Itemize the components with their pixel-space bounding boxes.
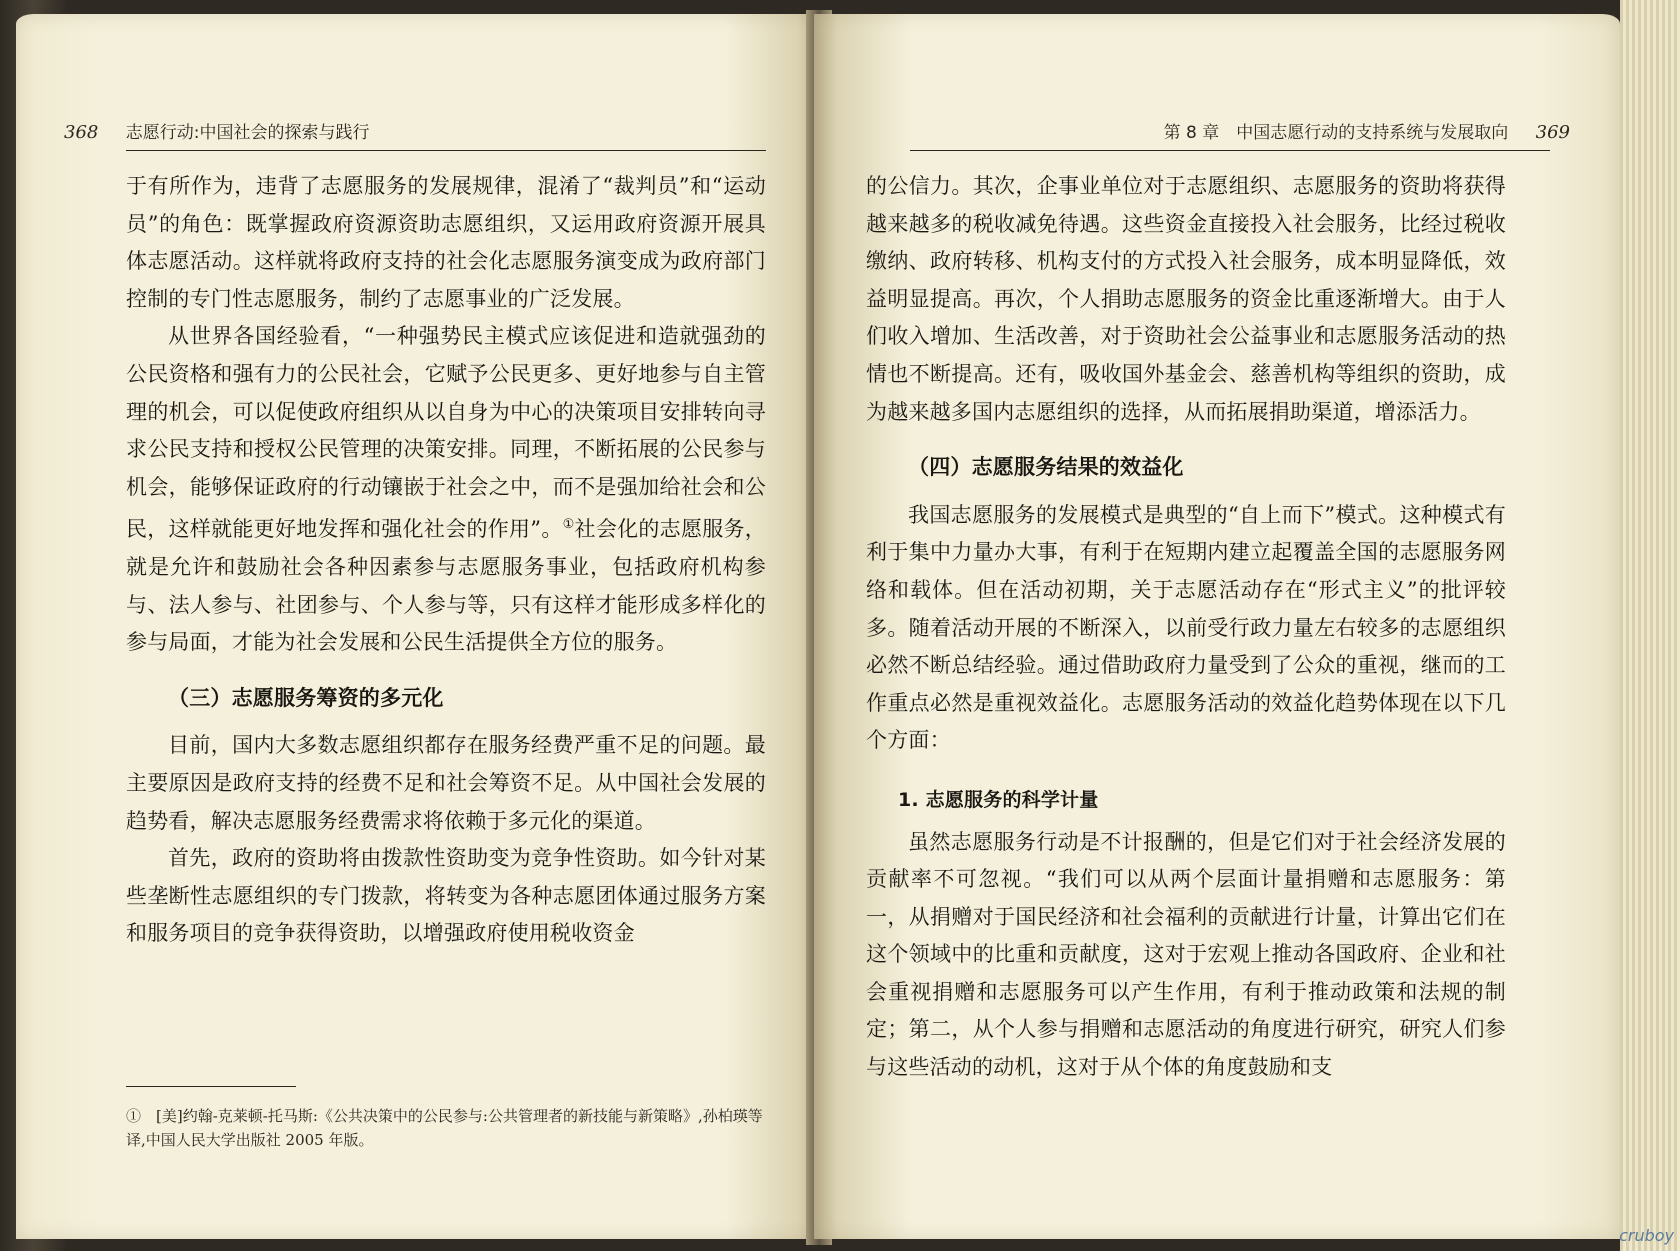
watermark: cruboy [1619,1226,1674,1245]
left-paragraph-2-text: 从世界各国经验看，“一种强势民主模式应该促进和造就强劲的公民资格和强有力的公民社会，它赋予公民更多、更好地参与自主管理的机会，可以促使政府组织从以自身为中心的决策项目安排转向寻求公民支持和授权公民管理的决策安排。同理，不断拓展的公民参与机会，能够保证政府的行动镶嵌于社会之中，而不是强加给社会和公民，这样就能更好地发挥和强化社会的作用”。 [126,324,766,542]
right-page [814,14,1620,1239]
subsection-heading-1: 1. 志愿服务的科学计量 [898,788,1099,811]
right-page-number: 369 [1535,122,1570,143]
footnote-ref-mark: ① [562,517,575,533]
right-header-rule [910,150,1550,151]
left-page-number: 368 [64,122,99,143]
left-paragraph-5: 首先，政府的资助将由拨款性资助变为竞争性资助。如今针对某些垄断性志愿组织的专门拨款，将转变为各种志愿团体通过服务方案和服务项目的竞争获得资助，以增强政府使用税收资金 [126,846,766,946]
left-paragraph-3-text: 社会化的志愿服务，就是允许和鼓励社会各种因素参与志愿服务事业，包括政府机构参与、法人参与、社团参与、个人参与等，只有这样才能形成多样化的参与局面，才能为社会发展和公民生活提供全方位的服务。 [126,517,766,655]
left-paragraph-2 [126,318,766,661]
left-body [126,168,766,953]
right-running-header [870,118,1570,143]
left-paragraph-4: 目前，国内大多数志愿组织都存在服务经费严重不足的问题。最主要原因是政府支持的经费不足和社会筹资不足。从中国社会发展的趋势看，解决志愿服务经费需求将依赖于多元化的渠道。 [126,733,766,833]
section-heading-4: （四）志愿服务结果的效益化 [908,455,1184,480]
left-page [16,14,822,1239]
right-paragraph-2: 我国志愿服务的发展模式是典型的“自上而下”模式。这种模式有利于集中力量办大事，有利于在短期内建立起覆盖全国的志愿服务网络和载体。但在活动初期，关于志愿活动存在“形式主义”的批评较多。随着活动开展的不断深入，以前受行政力量左右较多的志愿组织必然不断总结经验。通过借助政府力量受到了公众的重视，继而的工作重点必然是重视效益化。志愿服务活动的效益化趋势体现在以下几个方面： [866,502,1506,753]
right-body [866,168,1506,1087]
section-heading-3: （三）志愿服务筹资的多元化 [168,685,444,710]
left-header-rule [126,150,766,151]
left-paragraph-1: 于有所作为，违背了志愿服务的发展规律，混淆了“裁判员”和“运动员”的角色：既掌握政府资源资助志愿组织，又运用政府资源开展具体志愿活动。这样就将政府支持的社会化志愿服务演变成为政府部门控制的专门性志愿服务，制约了志愿事业的广泛发展。 [126,174,766,311]
footnote: ① [美]约翰-克莱顿-托马斯:《公共决策中的公民参与:公共管理者的新技能与新策略》,孙柏瑛等译,中国人民大学出版社 2005 年版。 [126,1107,763,1149]
right-running-head: 第 8 章 中国志愿行动的支持系统与发展取向 [1163,123,1509,143]
page-edges [1620,0,1680,1251]
footnote-rule [126,1086,296,1087]
right-paragraph-1: 的公信力。其次，企事业单位对于志愿组织、志愿服务的资助将获得越来越多的税收减免待遇。这些资金直接投入社会服务，比经过税收缴纳、政府转移、机构支付的方式投入社会服务，成本明显降低，效益明显提高。再次，个人捐助志愿服务的资金比重逐渐增大。由于人们收入增加、生活改善，对于资助社会公益事业和志愿服务活动的热情也不断提高。还有，吸收国外基金会、慈善机构等组织的资助，成为越来越多国内志愿组织的选择，从而拓展捐助渠道，增添活力。 [866,174,1506,424]
right-paragraph-3: 虽然志愿服务行动是不计报酬的，但是它们对于社会经济发展的贡献率不可忽视。“我们可以从两个层面计量捐赠和志愿服务：第一，从捐赠对于国民经济和社会福利的贡献进行计量，计算出它们在这个领域中的比重和贡献度，这对于宏观上推动各国政府、企业和社会重视捐赠和志愿服务可以产生作用，有利于推动政策和法规的制定；第二，从个人参与捐赠和志愿活动的角度进行研究，研究人们参与这些活动的动机，这对于从个体的角度鼓励和支 [866,829,1506,1080]
left-running-head: 志愿行动:中国社会的探索与践行 [125,123,370,143]
left-running-header [64,118,764,143]
